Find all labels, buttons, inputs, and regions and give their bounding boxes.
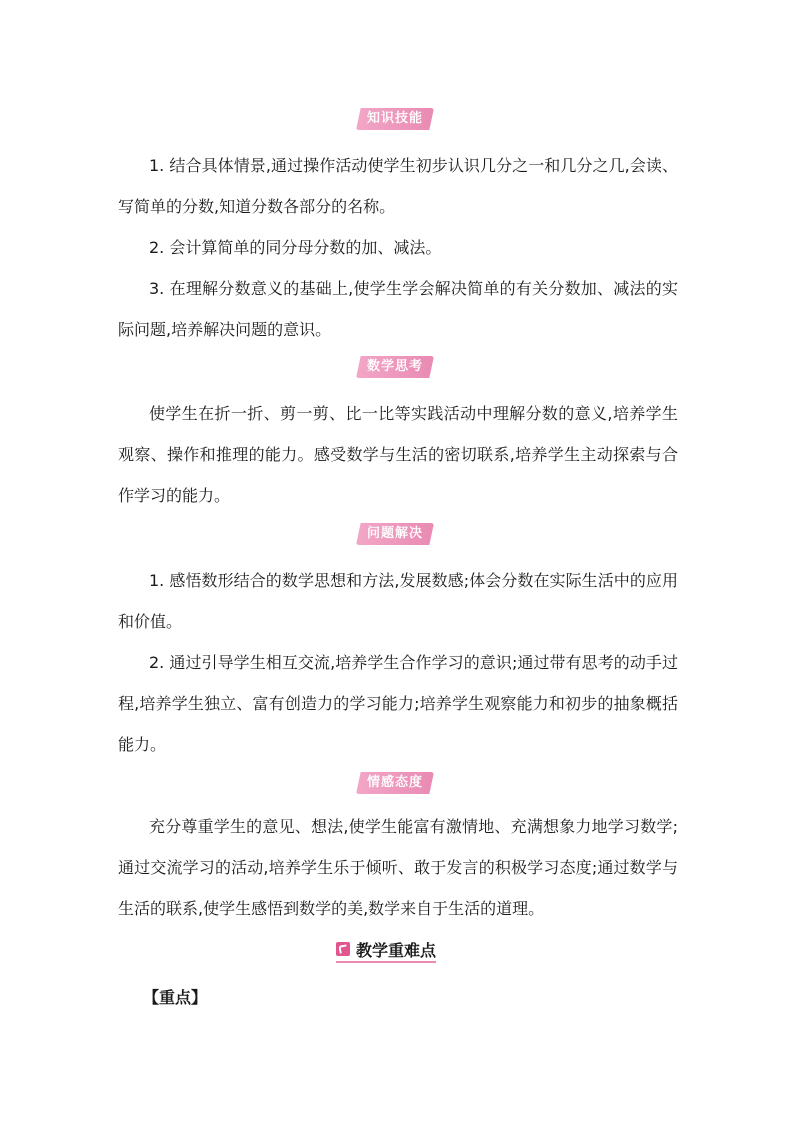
paragraph: 充分尊重学生的意见、想法,使学生能富有激情地、充满想象力地学习数学;通过交流学习的活动,培养学生乐于倾听、敢于发言的积极学习态度;通过数学与生活的联系,使学生感悟到数学的美,数学来自于生活的道理。 <box>118 817 678 918</box>
key-points-heading <box>336 938 436 960</box>
badge-label: 问题解决 <box>366 526 423 541</box>
section-badge-knowledge <box>356 108 434 130</box>
badge-label: 情感态度 <box>366 775 423 790</box>
paragraph: 2. 通过引导学生相互交流,培养学生合作学习的意识;通过带有思考的动手过程,培养学生独立、富有创造力的学习能力;培养学生观察能力和初步的抽象概括能力。 <box>118 653 678 754</box>
section-badge-math-thinking <box>356 356 434 378</box>
paragraph: 3. 在理解分数意义的基础上,使学生学会解决简单的有关分数加、减法的实际问题,培养解决问题的意识。 <box>118 279 678 339</box>
paragraph: 2. 会计算简单的同分母分数的加、减法。 <box>149 238 442 257</box>
badge-label: 知识技能 <box>366 111 423 126</box>
bookmark-icon <box>336 942 350 956</box>
paragraph: 1. 感悟数形结合的数学思想和方法,发展数感;体会分数在实际生活中的应用和价值。 <box>118 571 678 631</box>
paragraph: 使学生在折一折、剪一剪、比一比等实践活动中理解分数的意义,培养学生观察、操作和推理的能力。感受数学与生活的密切联系,培养学生主动探索与合作学习的能力。 <box>118 404 678 505</box>
key-label: 【重点】 <box>143 988 208 1007</box>
section-badge-attitude <box>356 772 434 794</box>
section-badge-problem-solving <box>356 523 434 545</box>
heading-underline <box>336 961 436 963</box>
badge-label: 数学思考 <box>366 359 423 374</box>
heading-title: 教学重难点 <box>356 940 437 960</box>
paragraph: 1. 结合具体情景,通过操作活动使学生初步认识几分之一和几分之几,会读、写简单的分数,知道分数各部分的名称。 <box>118 156 678 216</box>
